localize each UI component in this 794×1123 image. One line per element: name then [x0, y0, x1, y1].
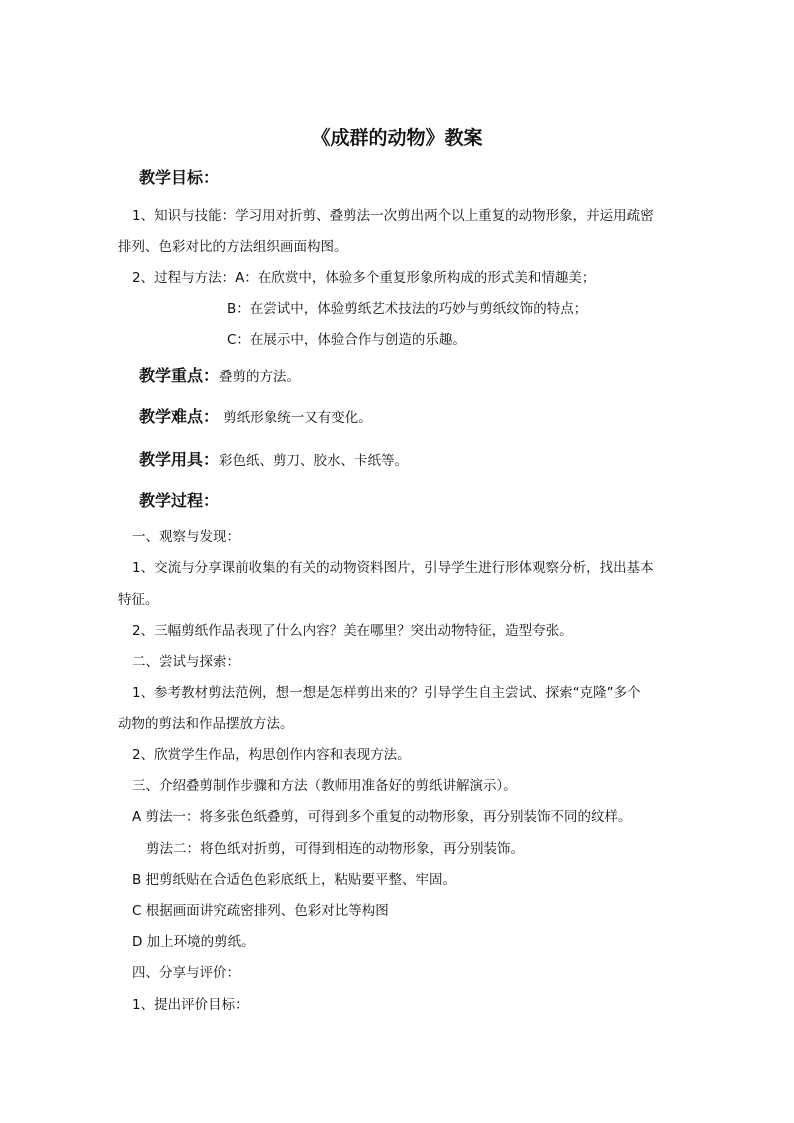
process-s3-c: C 根据画面讲究疏密排列、色彩对比等构图: [132, 903, 389, 919]
goal-item-2-b: B：在尝试中，体验剪纸艺术技法的巧妙与剪纸纹饰的特点；: [227, 301, 588, 317]
goals-heading: 教学目标：: [139, 168, 220, 187]
process-s1: 一、观察与发现：: [132, 529, 240, 545]
process-s2-2: 2、欣赏学生作品，构思创作内容和表现方法。: [132, 747, 411, 763]
difficulty-heading: 教学难点：: [139, 407, 220, 426]
difficulty-text: 剪纸形象统一又有变化。: [219, 410, 372, 426]
process-s3-b: B 把剪纸贴在合适色色彩底纸上，粘贴要平整、牢固。: [132, 872, 457, 888]
process-s3-d: D 加上环境的剪纸。: [132, 934, 255, 950]
process-s3-a2: 剪法二：将色纸对折剪，可得到相连的动物形象，再分别装饰。: [146, 841, 524, 857]
goal-item-2: 2、过程与方法：A：在欣赏中，体验多个重复形象所构成的形式美和情趣美；: [132, 270, 596, 286]
goal-item-1: 1、知识与技能：学习用对折剪、叠剪法一次剪出两个以上重复的动物形象，并运用疏密: [132, 208, 654, 224]
process-heading: 教学过程：: [139, 491, 220, 510]
tools-text: 彩色纸、剪刀、胶水、卡纸等。: [219, 453, 409, 469]
process-s4: 四、分享与评价：: [132, 965, 240, 981]
goal-item-2-c: C：在展示中，体验合作与创造的乐趣。: [227, 332, 466, 348]
tools: [139, 450, 408, 471]
goal-item-1-cont: 排列、色彩对比的方法组织画面构图。: [118, 239, 348, 255]
process-s3-a: A 剪法一：将多张色纸叠剪，可得到多个重复的动物形象，再分别装饰不同的纹样。: [132, 809, 632, 825]
process-s1-1: 1、交流与分享课前收集的有关的动物资料图片，引导学生进行形体观察分析，找出基本: [132, 560, 654, 576]
process-s2-1-cont: 动物的剪法和作品摆放方法。: [118, 716, 294, 732]
tools-heading: 教学用具：: [139, 450, 220, 469]
difficulty: [139, 407, 372, 428]
document-title: 《成群的动物》教案: [311, 127, 483, 149]
key-point-heading: 教学重点：: [139, 366, 220, 385]
key-point-text: 叠剪的方法。: [219, 369, 301, 385]
process-s3: 三、介绍叠剪制作步骤和方法（教师用准备好的剪纸讲解演示）。: [132, 778, 517, 794]
key-point: [139, 366, 300, 387]
process-s4-1: 1、提出评价目标：: [132, 997, 249, 1013]
process-s2: 二、尝试与探索：: [132, 654, 240, 670]
process-s2-1: 1、参考教材剪法范例，想一想是怎样剪出来的？引导学生自主尝试、探索“克隆”多个: [132, 685, 641, 701]
process-s1-2: 2、三幅剪纸作品表现了什么内容？美在哪里？突出动物特征，造型夸张。: [132, 623, 573, 639]
process-s1-1-cont: 特征。: [118, 592, 159, 608]
